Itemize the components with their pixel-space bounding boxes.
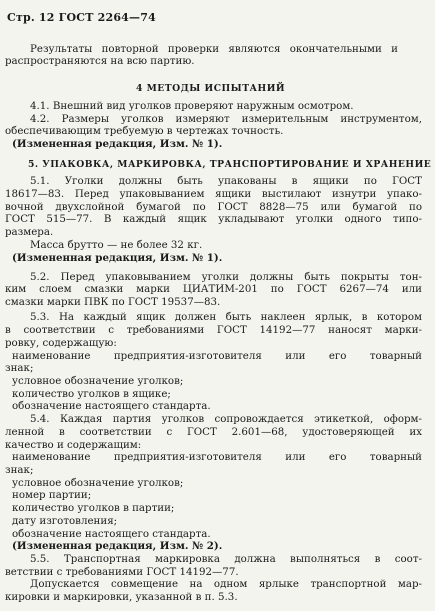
para-5-1-line-5: размера.	[5, 226, 54, 239]
para-5-3-line-6: условное обозначение уголков;	[12, 375, 184, 387]
para-5-4-line-9: дату изготовления;	[12, 514, 118, 527]
para-5-3-line-1: 5.3. На каждый ящик должен быть наклеен ярлык, в котором	[30, 311, 422, 324]
para-5-1-line-1: 5.1. Уголки должны быть упакованы в ящики по ГОСТ	[30, 175, 422, 188]
para-5-2-line-1: 5.2. Перед упаковыванием уголки должны быть покрыты тон-	[30, 270, 422, 283]
amendment-note-5-4: (Измененная редакция, Изм. № 2).	[12, 540, 223, 553]
para-5-4-line-4: наименование предприятия-изготовителя или его товарный	[12, 451, 422, 464]
page-header: Стр. 12 ГОСТ 2264—74	[7, 11, 156, 24]
para-4-2-line-2: обеспечивающим требуемую в чертежах точность.	[5, 125, 284, 138]
para-5-1-line-2: 18617—83. Перед упаковыванием ящики выстилают изнутри упако-	[5, 188, 422, 200]
para-4-1: 4.1. Внешний вид уголков проверяют наружным осмотром.	[30, 99, 354, 112]
para-5-4-line-3: качество и содержащим:	[5, 438, 142, 451]
para-5-4-line-8: количество уголков в партии;	[12, 502, 175, 514]
section-5-title: 5. УПАКОВКА, МАРКИРОВКА, ТРАНСПОРТИРОВАНИЕ И ХРАНЕНИЕ	[28, 158, 432, 170]
para-4-2-line-1: 4.2. Размеры уголков измеряют измерительным инструментом,	[30, 112, 422, 125]
para-5-2-line-3: смазки марки ПВК по ГОСТ 19537—83.	[5, 296, 221, 308]
para-5-3-line-3: ровку, содержащую:	[5, 336, 117, 349]
para-5-4-line-6: условное обозначение уголков;	[12, 476, 184, 489]
section-4-title: 4 МЕТОДЫ ИСПЫТАНИЙ	[136, 82, 286, 94]
para-5-3-line-8: обозначение настоящего стандарта.	[12, 400, 211, 413]
para-5-5-line-1: 5.5. Транспортная маркировка должна выполняться в соот-	[30, 552, 422, 565]
para-5-4-line-5: знак;	[5, 463, 34, 476]
para-5-1-line-4: ГОСТ 515—77. В каждый ящик укладывают уголки одного типо-	[5, 213, 422, 226]
para-5-2-line-2: ким слоем смазки марки ЦИАТИМ-201 по ГОСТ 6267—74 или	[5, 283, 422, 296]
para-5-4-line-7: номер партии;	[12, 489, 92, 502]
para-5-3-line-4: наименование предприятия-изготовителя или его товарный	[12, 349, 422, 362]
para-5-3-line-7: количество уголков в ящике;	[12, 387, 171, 400]
gross-mass-line: Масса брутто — не более 32 кг.	[30, 238, 203, 251]
intro-line-2: распространяются на всю партию.	[5, 55, 195, 68]
para-5-1-line-3: вочной двухслойной бумагой по ГОСТ 8828—75 или бумагой по	[5, 200, 422, 213]
amendment-note-5-1: (Измененная редакция, Изм. № 1).	[12, 251, 223, 264]
para-5-5-line-3: Допускается совмещение на одном ярлыке транспортной мар-	[30, 578, 422, 591]
para-5-3-line-2: в соответствии с требованиями ГОСТ 14192—77 наносят марки-	[5, 324, 422, 337]
para-5-5-line-4: кировки и маркировки, указанной в п. 5.3.	[5, 591, 238, 603]
amendment-note-4: (Измененная редакция, Изм. № 1).	[12, 138, 223, 150]
intro-line-1: Результаты повторной проверки являются окончательными и	[30, 42, 398, 55]
para-5-5-line-2: ветствии с требованиями ГОСТ 14192—77.	[5, 565, 239, 578]
para-5-3-line-5: знак;	[5, 362, 34, 375]
para-5-4-line-2: ленной в соответствии с ГОСТ 2.601—68, удостоверяющей их	[5, 425, 422, 438]
para-5-4-line-1: 5.4. Каждая партия уголков сопровождается этикеткой, оформ-	[30, 413, 422, 426]
para-5-4-line-10: обозначение настоящего стандарта.	[12, 527, 211, 540]
